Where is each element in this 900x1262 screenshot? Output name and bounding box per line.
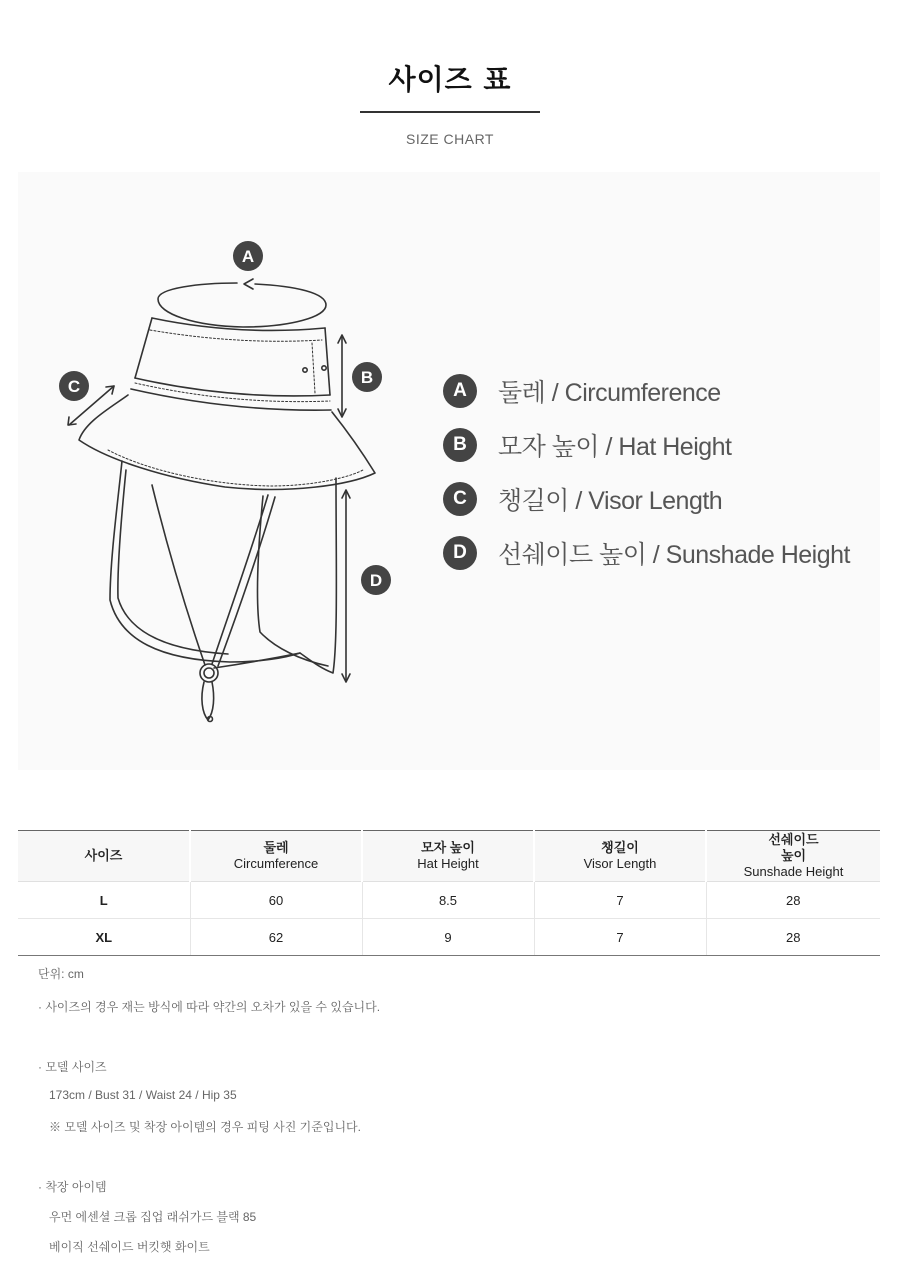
legend-label: 챙길이 / Visor Length: [498, 487, 723, 515]
hat-crown: [131, 318, 331, 410]
marker-b: [352, 362, 382, 392]
marker-a: [233, 241, 263, 271]
page-subtitle: SIZE CHART: [406, 131, 494, 147]
svg-text:D: D: [369, 571, 383, 590]
table-row: [18, 882, 880, 919]
header-hat-height: 모자 높이 Hat Height: [362, 831, 534, 882]
badge-a: A: [443, 374, 477, 408]
measurement-disclaimer: · 사이즈의 경우 재는 방식에 따라 약간의 오차가 있을 수 있습니다.: [38, 1000, 381, 1014]
svg-text:A: A: [241, 247, 255, 266]
circumference-arrow: [158, 279, 326, 327]
header-circumference: 둘레 Circumference: [190, 831, 362, 882]
hat-brim: [79, 395, 375, 489]
cell-size: L: [18, 882, 190, 919]
svg-text:C: C: [67, 377, 81, 396]
legend-item-visor-length: [443, 482, 722, 516]
sunshade-cape: [110, 461, 336, 673]
header-sunshade-height: 선쉐이드 높이 Sunshade Height: [706, 831, 880, 882]
hat-height-arrow: [338, 335, 346, 417]
table-header-row: [18, 831, 880, 882]
table-row: [18, 919, 880, 956]
outfit-item: 베이직 선쉐이드 버킷햇 화이트: [49, 1240, 210, 1254]
cell-hat-height: 9: [362, 919, 534, 956]
header-visor-length: 챙길이 Visor Length: [534, 831, 706, 882]
legend-label: 둘레 / Circumference: [498, 379, 721, 407]
outfit-items-heading: · 착장 아이템: [38, 1180, 107, 1194]
chin-strap: [152, 485, 275, 722]
header-size: 사이즈: [18, 831, 190, 882]
legend-item-sunshade-height: [443, 536, 850, 570]
badge-d: D: [443, 536, 477, 570]
marker-d: [361, 565, 391, 595]
sunshade-height-arrow: [342, 490, 350, 682]
cell-size: XL: [18, 919, 190, 956]
cell-sunshade-height: 28: [706, 882, 880, 919]
outfit-item: 우먼 에센셜 크롭 집업 래쉬가드 블랙 85: [49, 1210, 257, 1224]
legend-item-hat-height: [443, 428, 732, 462]
badge-b: B: [443, 428, 477, 462]
legend-label: 선쉐이드 높이 / Sunshade Height: [498, 541, 850, 569]
page-title: 사이즈 표: [388, 63, 512, 96]
cell-circumference: 60: [190, 882, 362, 919]
legend-label: 모자 높이 / Hat Height: [498, 433, 732, 461]
size-table: [18, 830, 880, 956]
model-size-note: ※ 모델 사이즈 및 착장 아이템의 경우 피팅 사진 기준입니다.: [49, 1120, 361, 1134]
model-size-heading: · 모델 사이즈: [38, 1060, 107, 1074]
cell-visor-length: 7: [534, 919, 706, 956]
cell-sunshade-height: 28: [706, 919, 880, 956]
cell-hat-height: 8.5: [362, 882, 534, 919]
svg-text:B: B: [360, 368, 374, 387]
marker-c: [59, 371, 89, 401]
unit-note: 단위: cm: [38, 967, 84, 981]
cell-visor-length: 7: [534, 882, 706, 919]
legend-item-circumference: [443, 374, 721, 408]
badge-c: C: [443, 482, 477, 516]
cell-circumference: 62: [190, 919, 362, 956]
model-size-text: 173cm / Bust 31 / Waist 24 / Hip 35: [49, 1088, 237, 1102]
